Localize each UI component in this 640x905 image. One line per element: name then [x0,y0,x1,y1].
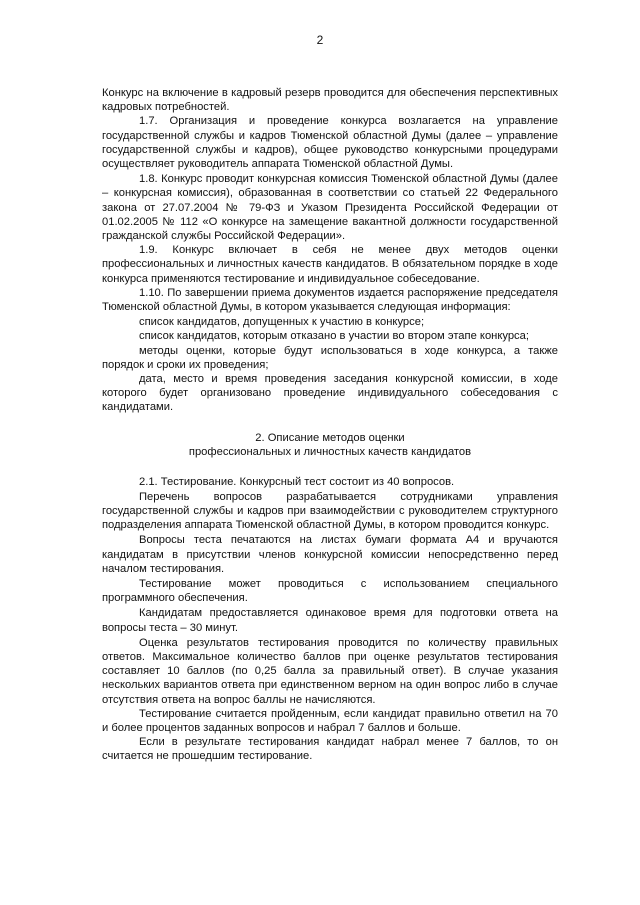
paragraph-1-10: 1.10. По завершении приема документов издается распоряжение председателя Тюменской областной Думы, в котором указывается следующая информация: [102,286,558,314]
paragraph-1-8: 1.8. Конкурс проводит конкурсная комиссия Тюменской областной Думы (далее – конкурсная комиссия), образованная в соответствии со статьей 22 Федерального закона от 27.07.2004 № 79-ФЗ и Указом Президента Российской Федерации от 01.02.2005 № 112 «О конкурсе на замещение вакантной должности государственной гражданской службы Российской Федерации». [102,173,558,243]
paragraph: Кандидатам предоставляется одинаковое время для подготовки ответа на вопросы теста – 30 минут. [102,607,558,634]
list-item: список кандидатов, допущенных к участию в конкурсе; [139,316,425,329]
section-heading [102,431,558,460]
list-item: список кандидатов, которым отказано в участии во втором этапе конкурса; [139,330,529,343]
paragraph-1-9: 1.9. Конкурс включает в себя не менее двух методов оценки профессиональных и личностных качеств кандидатов. В обязательном порядке в ходе конкурса применяются тестирование и индивидуальное собеседование. [102,244,558,285]
list-item: методы оценки, которые будут использоваться в ходе конкурса, а также порядок и сроки их проведения; [102,344,558,371]
paragraph-1-7: 1.7. Организация и проведение конкурса возлагается на управление государственной службы и кадров Тюменской областной Думы (далее – управление государственной службы и кадров), общее руководство конкурсными процедурами осуществляет руководитель аппарата Тюменской областной Думы. [102,115,558,171]
paragraph: Конкурс на включение в кадровый резерв проводится для обеспечения перспективных кадровых потребностей. [102,87,558,114]
paragraph: Тестирование может проводиться с использованием специального программного обеспечения. [102,577,558,605]
paragraph: Оценка результатов тестирования проводится по количеству правильных ответов. Максимальное количество баллов при оценке результатов тестирования составляет 10 баллов (по 0,25 балла за правильный ответ). В случае указания нескольких вариантов ответа при единственном верном на один вопрос либо в случае отсутствия ответа на вопрос баллы не начисляются. [102,636,558,706]
list-item: дата, место и время проведения заседания конкурсной комиссии, в ходе которого будет организовано проведение индивидуального собеседования с кандидатами. [102,373,558,414]
section-heading-line: профессиональных и личностных качеств кандидатов [188,446,472,459]
paragraph: Если в результате тестирования кандидат набрал менее 7 баллов, то он считается не прошедшим тестирование. [102,736,558,763]
section-heading-line: 2. Описание методов оценки [255,431,405,444]
paragraph: Перечень вопросов разрабатывается сотрудниками управления государственной службы и кадров при взаимодействии с руководителем структурного подразделения аппарата Тюменской областной Думы, в котором проводится конкурс. [102,490,558,532]
paragraph: Тестирование считается пройденным, если кандидат правильно ответил на 70 и более процентов заданных вопросов и набрал 7 баллов и больше. [102,707,558,734]
page-number: 2 [316,33,324,47]
paragraph: Вопросы теста печатаются на листах бумаги формата А4 и вручаются кандидатам в присутствии членов конкурсной комиссии непосредственно перед началом тестирования. [102,534,558,575]
document-body [102,86,558,764]
paragraph-2-1: 2.1. Тестирование. Конкурсный тест состоит из 40 вопросов. [139,476,455,489]
